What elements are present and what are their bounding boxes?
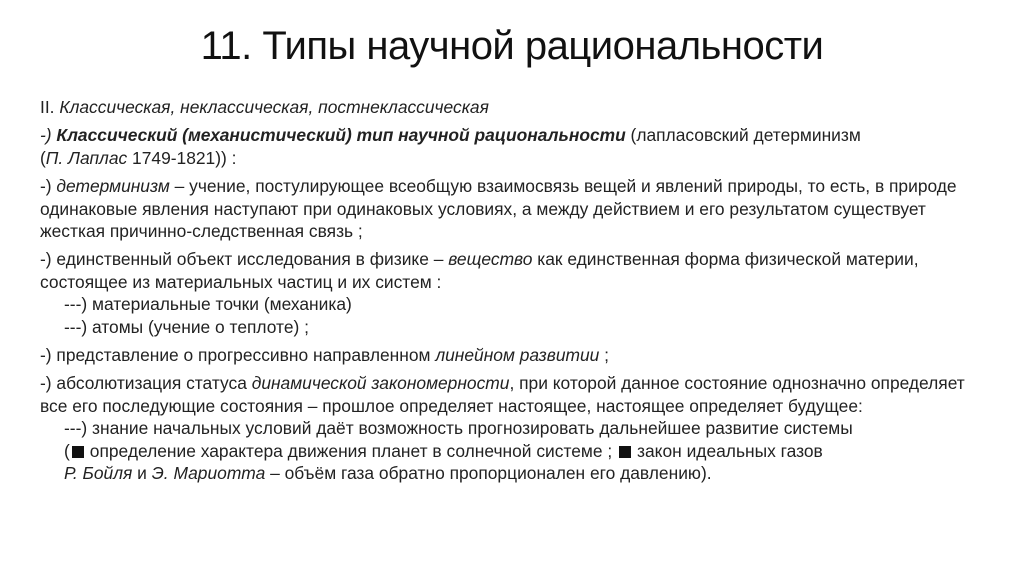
absolute-text1: -) абсолютизация статуса xyxy=(40,373,252,394)
intro-line xyxy=(40,96,984,118)
slide-title: 11. Типы научной рациональности xyxy=(200,24,824,68)
example-gas-law-text: – объём газа обратно пропорционален его давлению). xyxy=(265,463,712,484)
object-text1: -) единственный объект исследования в физике – xyxy=(40,249,449,270)
example-planets: определение характера движения планет в солнечной системе ; xyxy=(89,440,618,461)
determinism-dash: -) xyxy=(40,176,57,197)
absolute-example xyxy=(40,440,984,462)
classical-dash: -) xyxy=(40,125,57,146)
absolute-term: динамической закономерности xyxy=(251,373,510,394)
object-term: вещество xyxy=(448,249,533,270)
object-sub2: ---) атомы (учение о теплоте) ; xyxy=(64,316,309,337)
classical-rest2: 1749-1821)) : xyxy=(127,147,237,168)
author-boyle: Р. Бойля xyxy=(64,463,133,484)
black-square-bullet-icon xyxy=(619,446,631,458)
classical-rest1: (лапласовский детерминизм xyxy=(625,125,861,146)
and-word: и xyxy=(132,463,152,484)
linear-term: линейном развитии xyxy=(435,345,600,366)
object-sub1: ---) материальные точки (механика) xyxy=(64,294,352,315)
absolute-example-cont xyxy=(40,462,984,484)
example-gas-law: закон идеальных газов xyxy=(637,440,823,461)
author-mariotte: Э. Мариотта xyxy=(151,463,266,484)
classical-paren: ( xyxy=(40,147,46,168)
determinism-text: – учение, постулирующее всеобщую взаимосвязь вещей и явлений природы, то есть, в природе одинаковые явления наступают при одинаковых условиях, а между действием и его результатом существует жесткая причинно-следственная связь ; xyxy=(40,176,957,242)
black-square-bullet-icon xyxy=(72,446,84,458)
linear-paragraph xyxy=(40,344,984,366)
object-paragraph xyxy=(40,248,984,338)
example-paren: ( xyxy=(64,440,70,461)
linear-text1: -) представление о прогрессивно направленном xyxy=(40,345,436,366)
slide-content xyxy=(40,96,984,485)
absolute-sub1: ---) знание начальных условий даёт возможность прогнозировать дальнейшее развитие системы xyxy=(64,418,853,439)
classical-author: П. Лаплас xyxy=(45,147,128,168)
determinism-term: детерминизм xyxy=(56,176,170,197)
absolute-text2: , при которой данное состояние однозначно определяет все его последующие состояния – прошлое определяет настоящее, настоящее определяет будущее: xyxy=(40,373,965,416)
classical-heading: Классический (механистический) тип научной рациональности xyxy=(56,125,626,146)
intro-types: Классическая, неклассическая, постнеклассическая xyxy=(59,97,489,117)
linear-text2: ; xyxy=(599,345,610,366)
object-text2: как единственная форма физической материи, состоящее из материальных частиц и их систем : xyxy=(40,249,919,292)
absolute-paragraph xyxy=(40,372,984,484)
intro-prefix: II. xyxy=(40,97,60,117)
classical-paragraph xyxy=(40,124,984,169)
determinism-paragraph xyxy=(40,175,984,242)
